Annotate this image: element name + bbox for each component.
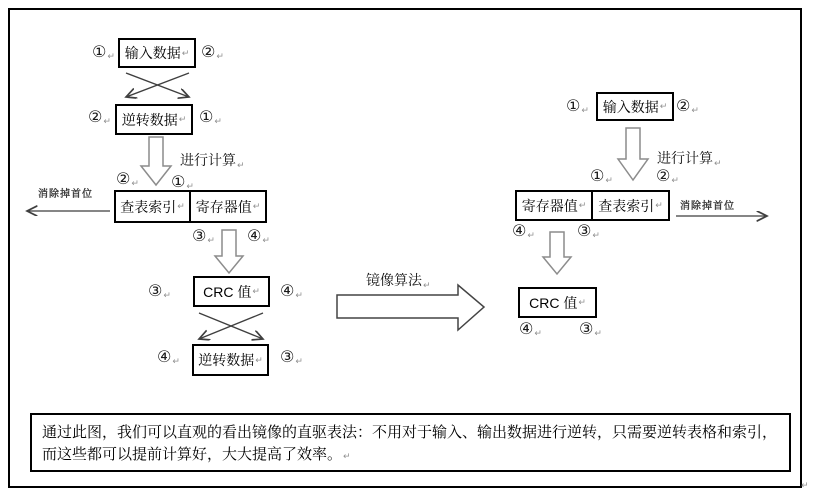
paragraph-mark: ↵ <box>527 230 535 240</box>
marker-4-left-below-register-right <box>247 229 270 245</box>
box-label: 查表索引 <box>120 198 177 215</box>
paragraph-mark: ↵ <box>107 51 115 61</box>
circled-digit: ④ <box>247 228 262 245</box>
marker-3-right-crc-right <box>579 322 602 338</box>
left-register-value-box <box>189 190 267 223</box>
paragraph-mark: ↵ <box>691 105 699 115</box>
circled-digit: ③ <box>280 349 295 366</box>
paragraph-mark: ↵ <box>131 178 139 188</box>
circled-digit: ③ <box>192 228 207 245</box>
right-remove-first-bit-label: 消除掉首位 <box>680 201 735 212</box>
label-text: 进行计算 <box>657 150 713 166</box>
circled-digit: ② <box>676 98 691 115</box>
marker-4-right-crc-left <box>519 322 542 338</box>
marker-3-left-below-register-left <box>192 229 215 245</box>
paragraph-mark: ↵ <box>252 201 261 211</box>
paragraph-mark: ↵ <box>578 297 586 307</box>
left-calculate-label <box>180 150 245 170</box>
label-text: 镜像算法 <box>366 272 422 288</box>
left-cross-swap-arrows-top <box>126 73 189 97</box>
left-table-index-box <box>114 190 191 223</box>
box-label: CRC 值 <box>203 283 252 300</box>
marker-4-right-below-register <box>512 224 535 240</box>
mirror-algorithm-big-arrow <box>337 285 484 330</box>
paragraph-mark: ↵ <box>262 235 270 245</box>
left-reversed-data-box-bottom <box>192 344 269 376</box>
paragraph-mark: ↵ <box>181 47 190 58</box>
paragraph-mark: ↵ <box>255 354 263 365</box>
left-remove-first-bit-label: 消除掉首位 <box>38 189 93 200</box>
circled-digit: ③ <box>148 283 163 300</box>
paragraph-mark: ↵ <box>581 105 589 115</box>
paragraph-mark: ↵ <box>343 451 351 461</box>
marker-4-left-crc-right <box>280 284 303 300</box>
circled-digit: ③ <box>579 321 594 338</box>
box-label: 逆转数据 <box>121 111 178 128</box>
left-small-hollow-down-arrow <box>215 230 243 273</box>
right-small-hollow-down-arrow <box>543 232 571 274</box>
paragraph-mark: ↵ <box>592 230 600 240</box>
box-label: 查表索引 <box>598 197 655 214</box>
marker-3-left-crc-left <box>148 284 171 300</box>
left-hollow-down-arrow <box>141 137 171 185</box>
circled-digit: ① <box>590 168 605 185</box>
circled-digit: ② <box>88 109 103 126</box>
mirror-algorithm-label <box>366 270 431 290</box>
left-input-data-box <box>118 38 196 68</box>
circled-digit: ④ <box>519 321 534 338</box>
paragraph-mark: ↵ <box>295 290 303 300</box>
paragraph-mark: ↵ <box>295 356 303 366</box>
marker-2-left-input-right <box>201 45 224 61</box>
summary-note-text: 通过此图，我们可以直观的看出镜像的直驱表法：不用对于输入、输出数据进行逆转，只需要逆转表格和索引，而这些都可以提前计算好，大大提高了效率。 <box>42 424 778 463</box>
circled-digit: ④ <box>512 223 527 240</box>
marker-1-right-input-left <box>566 99 589 115</box>
marker-4-left-reversed2-left <box>157 350 180 366</box>
marker-1-left-input-left <box>92 45 115 61</box>
circled-digit: ① <box>566 98 581 115</box>
left-reversed-data-box-top <box>115 104 193 135</box>
marker-1-left-reversed-right <box>199 110 222 126</box>
paragraph-mark: ↵ <box>216 51 224 61</box>
paragraph-mark: ↵ <box>214 116 222 126</box>
paragraph-mark: ↵ <box>103 116 111 126</box>
box-label: 输入数据 <box>124 45 181 61</box>
paragraph-mark: ↵ <box>714 158 722 168</box>
paragraph-mark: ↵ <box>186 181 194 191</box>
right-register-value-box <box>515 190 593 221</box>
right-calculate-label <box>657 148 722 168</box>
right-crc-value-box <box>518 287 597 318</box>
label-text: 进行计算 <box>180 152 236 168</box>
box-label: 输入数据 <box>602 98 659 115</box>
circled-digit: ① <box>171 174 186 191</box>
circled-digit: ④ <box>157 349 172 366</box>
circled-digit: ② <box>116 171 131 188</box>
paragraph-mark: ↵ <box>172 356 180 366</box>
paragraph-mark: ↵ <box>237 160 245 170</box>
box-label: CRC 值 <box>529 294 578 311</box>
right-table-index-box <box>591 190 670 221</box>
circled-digit: ② <box>656 168 671 185</box>
summary-note-box <box>30 413 791 472</box>
box-label: 逆转数据 <box>198 352 255 368</box>
marker-2-right-above-table-index <box>656 169 679 185</box>
left-cross-swap-arrows-bottom <box>199 313 263 339</box>
paragraph-mark: ↵ <box>578 200 587 210</box>
marker-3-right-below-table-index <box>577 224 600 240</box>
marker-1-left-above-register <box>171 175 194 191</box>
circled-digit: ② <box>201 44 216 61</box>
paragraph-mark: ↵ <box>252 286 260 296</box>
paragraph-mark: ↵ <box>423 280 431 290</box>
circled-digit: ① <box>199 109 214 126</box>
right-input-data-box <box>596 92 674 121</box>
paragraph-mark: ↵ <box>163 290 171 300</box>
marker-2-left-reversed-left <box>88 110 111 126</box>
paragraph-mark: ↵ <box>177 201 185 211</box>
paragraph-mark: ↵ <box>178 114 187 124</box>
right-hollow-down-arrow <box>618 128 648 180</box>
circled-digit: ③ <box>577 223 592 240</box>
circled-digit: ① <box>92 44 107 61</box>
paragraph-mark: ↵ <box>659 101 668 111</box>
left-crc-value-box <box>193 276 270 307</box>
paragraph-mark: ↵ <box>801 480 809 490</box>
marker-2-left-above-table-index <box>116 172 139 188</box>
circled-digit: ④ <box>280 283 295 300</box>
marker-3-left-reversed2-right <box>280 350 303 366</box>
box-label: 寄存器值 <box>195 198 252 215</box>
paragraph-mark: ↵ <box>534 328 542 338</box>
marker-2-right-input-right <box>676 99 699 115</box>
paragraph-mark: ↵ <box>605 175 613 185</box>
paragraph-mark: ↵ <box>655 200 663 210</box>
box-label: 寄存器值 <box>521 197 578 214</box>
paragraph-mark: ↵ <box>594 328 602 338</box>
marker-1-right-above-register <box>590 169 613 185</box>
paragraph-mark: ↵ <box>671 175 679 185</box>
paragraph-mark: ↵ <box>207 235 215 245</box>
